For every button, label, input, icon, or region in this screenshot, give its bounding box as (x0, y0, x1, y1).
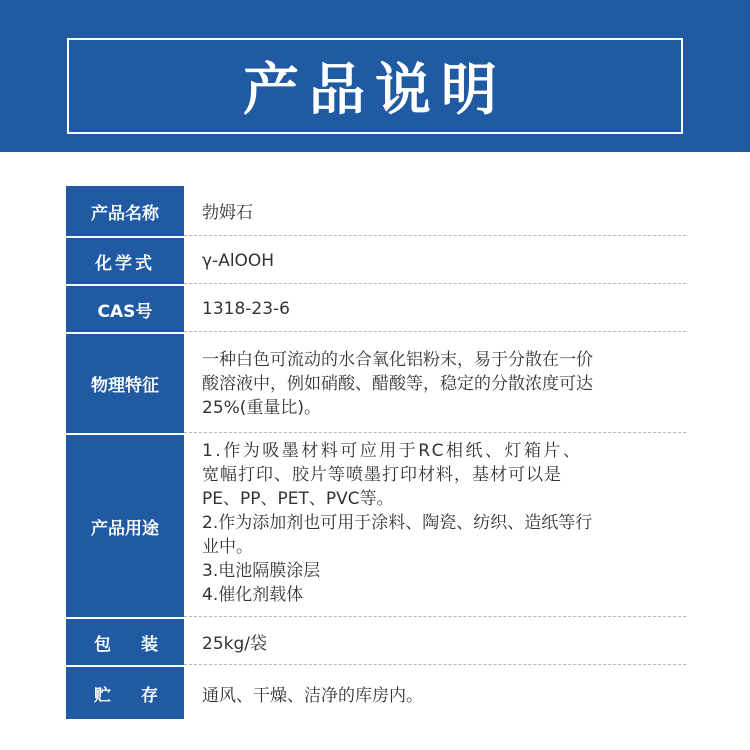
label-char: 装 (141, 634, 158, 655)
row-value (184, 435, 686, 617)
value-line: 业中。 (202, 537, 253, 557)
value-line: 一种白色可流动的水合氧化铝粉末，易于分散在一价 (202, 350, 593, 370)
value-line: 25%(重量比)。 (202, 398, 322, 418)
label-char: 存 (141, 685, 158, 706)
page-title: 产品说明 (243, 58, 507, 123)
table-row-packaging (66, 617, 686, 665)
row-label: 产品用途 (66, 435, 184, 617)
table-row-product-name (66, 186, 686, 236)
row-value: 通风、干燥、洁净的库房内。 (202, 685, 423, 706)
row-label: 物理特征 (66, 334, 184, 433)
value-line: 3.电池隔膜涂层 (202, 561, 321, 581)
row-label (66, 619, 184, 665)
row-value: 勃姆石 (184, 186, 686, 236)
value-line: 宽幅打印、胶片等喷墨打印材料，基材可以是 (202, 465, 562, 485)
row-label: CAS号 (66, 286, 184, 332)
table-row-formula (66, 236, 686, 284)
value-line: PE、PP、PET、PVC等。 (202, 489, 394, 509)
row-label: 产品名称 (66, 186, 184, 236)
product-spec-table (66, 186, 686, 719)
row-value (184, 334, 686, 433)
header-banner (0, 0, 750, 152)
table-row-usage (66, 433, 686, 617)
header-title-frame (67, 38, 683, 134)
row-value: 1318-23-6 (184, 286, 686, 332)
label-char: 贮 (94, 685, 111, 706)
table-row-storage (66, 665, 686, 719)
value-line: 1.作为吸墨材料可应用于RC相纸、灯箱片、 (202, 441, 583, 461)
table-row-cas (66, 284, 686, 332)
label-char: 包 (94, 634, 111, 655)
row-value: γ-AlOOH (184, 238, 686, 284)
value-line: 4.催化剂载体 (202, 585, 304, 605)
row-label (66, 667, 184, 719)
row-value: 25kg/袋 (184, 619, 686, 665)
value-line: 2.作为添加剂也可用于涂料、陶瓷、纺织、造纸等行 (202, 513, 593, 533)
row-label: 化学式 (66, 238, 184, 284)
table-row-physical (66, 332, 686, 433)
value-line: 酸溶液中，例如硝酸、醋酸等，稳定的分散浓度可达 (202, 374, 593, 394)
